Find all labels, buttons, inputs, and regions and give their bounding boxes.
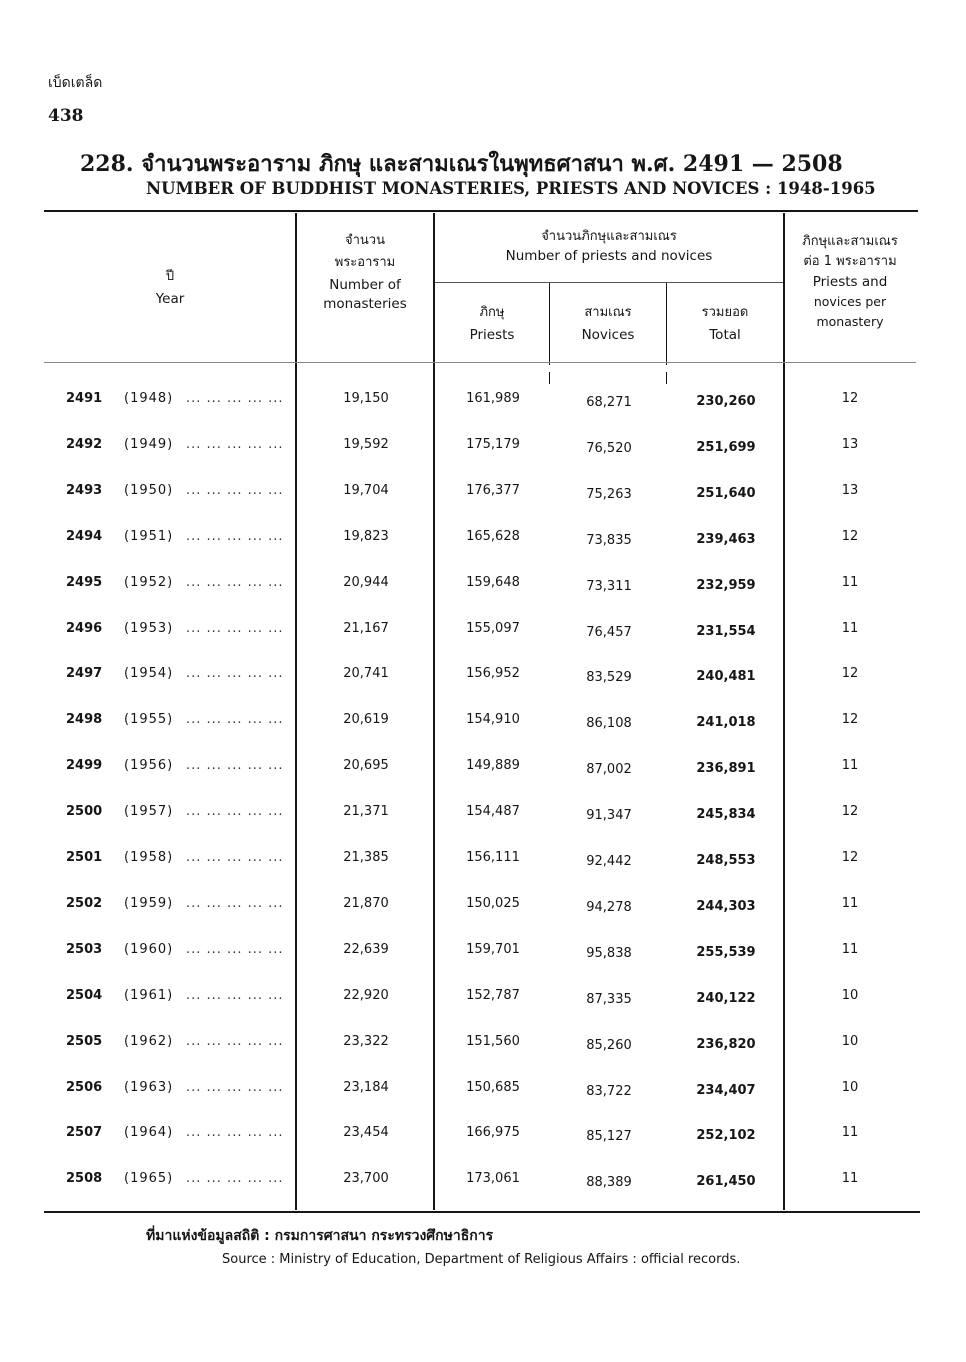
year-ad-cell: (1956) [124,758,174,774]
novices-cell: 85,127 [586,1129,632,1145]
per-monastery-cell: 11 [841,941,859,957]
priests-cell: 165,628 [466,528,520,544]
header-novices [551,302,665,346]
leader-dots: ... ... ... ... ... [186,987,284,1003]
header-total-english: Total [709,327,741,343]
table-row [0,621,966,667]
total-cell: 234,407 [696,1082,756,1098]
table-bottom-rule [44,1211,920,1213]
table-row [0,529,966,575]
novices-cell: 76,520 [586,440,632,456]
priests-cell: 173,061 [466,1171,520,1187]
total-cell: 241,018 [696,715,756,731]
novices-cell: 68,271 [586,395,632,410]
total-cell: 252,102 [696,1128,756,1144]
priests-cell: 159,701 [466,941,520,957]
year-ad-cell: (1961) [124,987,174,1003]
year-ad-cell: (1964) [124,1125,174,1141]
table-row [0,391,966,437]
total-cell: 248,553 [696,853,756,868]
novices-cell: 83,722 [586,1083,632,1099]
total-cell: 239,463 [696,531,756,547]
per-monastery-cell: 10 [841,1079,859,1095]
year-ad-cell: (1962) [124,1033,174,1049]
leader-dots: ... ... ... ... ... [186,666,284,682]
per-monastery-cell: 11 [841,895,859,911]
monasteries-cell: 21,371 [343,804,389,820]
leader-dots: ... ... ... ... ... [186,620,284,636]
header-priests-novices-group [436,226,782,267]
year-ad-cell: (1954) [124,666,174,682]
year-ad-cell: (1959) [124,895,174,911]
per-monastery-cell: 11 [841,620,859,636]
total-cell: 240,122 [696,990,756,1006]
year-be-cell: 2502 [66,895,103,911]
year-be-cell: 2500 [66,804,103,820]
year-ad-cell: (1965) [124,1171,174,1187]
header-priests [436,302,548,346]
year-be-cell: 2499 [66,758,103,774]
header-bottom-rule [44,362,916,363]
priests-cell: 155,097 [466,620,520,636]
novices-cell: 75,263 [586,486,632,502]
table-row [0,575,966,621]
year-ad-cell: (1950) [124,482,174,498]
novices-cell: 94,278 [586,899,632,915]
leader-dots: ... ... ... ... ... [186,574,284,590]
leader-dots: ... ... ... ... ... [186,391,284,406]
page-number: 438 [48,106,84,126]
novices-cell: 86,108 [586,716,632,732]
header-year-english: Year [155,291,185,307]
per-monastery-cell: 11 [841,758,859,774]
per-monastery-cell: 12 [841,850,859,865]
novices-cell: 87,002 [586,762,632,778]
total-cell: 255,539 [696,944,756,960]
monasteries-cell: 20,619 [343,712,389,728]
year-be-cell: 2491 [66,391,103,406]
table-row [0,1125,966,1171]
year-ad-cell: (1953) [124,620,174,636]
total-cell: 244,303 [696,898,756,914]
leader-dots: ... ... ... ... ... [186,1033,284,1049]
priests-cell: 166,975 [466,1125,520,1141]
per-monastery-cell: 12 [841,391,859,406]
monasteries-cell: 20,944 [343,574,389,590]
priests-cell: 159,648 [466,574,520,590]
column-divider-novices-tick [666,372,667,384]
table-row [0,1034,966,1080]
header-per-thai-2: ต่อ 1 พระอาราม [803,254,897,269]
total-cell: 232,959 [696,577,756,593]
per-monastery-cell: 13 [841,436,859,452]
year-be-cell: 2507 [66,1125,103,1141]
monasteries-cell: 21,385 [343,850,389,865]
year-ad-cell: (1963) [124,1079,174,1095]
leader-dots: ... ... ... ... ... [186,436,284,452]
table-row [0,483,966,529]
per-monastery-cell: 12 [841,528,859,544]
monasteries-cell: 23,700 [343,1171,389,1187]
priests-cell: 152,787 [466,987,520,1003]
monasteries-cell: 23,454 [343,1125,389,1141]
monasteries-cell: 19,592 [343,436,389,452]
novices-cell: 83,529 [586,670,632,686]
header-year-thai: ปี [165,269,175,284]
novices-cell: 92,442 [586,854,632,869]
leader-dots: ... ... ... ... ... [186,941,284,957]
monasteries-cell: 22,920 [343,987,389,1003]
leader-dots: ... ... ... ... ... [186,528,284,544]
priests-cell: 151,560 [466,1033,520,1049]
year-ad-cell: (1949) [124,436,174,452]
total-cell: 245,834 [696,807,756,823]
year-be-cell: 2494 [66,528,103,544]
total-cell: 251,640 [696,485,756,501]
novices-cell: 88,389 [586,1175,632,1191]
leader-dots: ... ... ... ... ... [186,482,284,498]
year-be-cell: 2508 [66,1171,103,1187]
table-row [0,942,966,988]
header-group-english: Number of priests and novices [505,248,713,264]
table-top-rule [44,210,918,212]
monasteries-cell: 19,823 [343,528,389,544]
header-group-thai: จำนวนภิกษุและสามเณร [541,229,677,244]
novices-cell: 73,311 [586,578,632,594]
year-ad-cell: (1957) [124,804,174,820]
novices-cell: 87,335 [586,991,632,1007]
leader-dots: ... ... ... ... ... [186,895,284,911]
total-cell: 231,554 [696,623,756,639]
year-be-cell: 2501 [66,850,103,865]
monasteries-cell: 21,167 [343,620,389,636]
total-cell: 240,481 [696,669,756,685]
year-be-cell: 2492 [66,436,103,452]
total-cell: 230,260 [696,394,756,409]
total-cell: 251,699 [696,439,756,455]
header-monasteries-english-2: monasteries [323,296,407,312]
priests-cell: 150,685 [466,1079,520,1095]
year-ad-cell: (1952) [124,574,174,590]
per-monastery-cell: 13 [841,482,859,498]
header-per-monastery [786,232,914,332]
leader-dots: ... ... ... ... ... [186,712,284,728]
priests-cell: 149,889 [466,758,520,774]
table-row [0,1080,966,1126]
priests-cell: 156,111 [466,850,520,865]
header-per-english-3: monastery [816,314,884,329]
group-header-rule [435,282,783,283]
column-divider-priests-tick [549,372,550,384]
year-ad-cell: (1955) [124,712,174,728]
header-novices-english: Novices [581,327,635,343]
per-monastery-cell: 12 [841,666,859,682]
header-total [668,302,782,346]
header-monasteries-thai-2: พระอาราม [334,255,396,270]
priests-cell: 154,910 [466,712,520,728]
priests-cell: 156,952 [466,666,520,682]
table-row [0,666,966,712]
leader-dots: ... ... ... ... ... [186,804,284,820]
monasteries-cell: 21,870 [343,895,389,911]
year-be-cell: 2504 [66,987,103,1003]
year-be-cell: 2495 [66,574,103,590]
year-be-cell: 2506 [66,1079,103,1095]
total-cell: 236,820 [696,1036,756,1052]
source-thai: ที่มาแห่งข้อมูลสถิติ : กรมการศาสนา กระทรวงศึกษาธิการ [146,1228,494,1244]
year-ad-cell: (1951) [124,528,174,544]
per-monastery-cell: 11 [841,1125,859,1141]
year-ad-cell: (1948) [124,391,174,406]
monasteries-cell: 22,639 [343,941,389,957]
year-ad-cell: (1960) [124,941,174,957]
per-monastery-cell: 11 [841,574,859,590]
monasteries-cell: 23,322 [343,1033,389,1049]
section-label: เบ็ดเตล็ด [48,75,103,91]
priests-cell: 176,377 [466,482,520,498]
leader-dots: ... ... ... ... ... [186,1171,284,1187]
priests-cell: 150,025 [466,895,520,911]
novices-cell: 85,260 [586,1037,632,1053]
table-row [0,758,966,804]
table-row [0,850,966,896]
table-title-english: NUMBER OF BUDDHIST MONASTERIES, PRIESTS AND NOVICES : 1948-1965 [146,179,876,198]
total-cell: 236,891 [696,761,756,777]
header-year [130,266,210,310]
monasteries-cell: 23,184 [343,1079,389,1095]
header-priests-thai: ภิกษุ [479,305,505,320]
monasteries-cell: 20,695 [343,758,389,774]
leader-dots: ... ... ... ... ... [186,1125,284,1141]
year-be-cell: 2496 [66,620,103,636]
table-row [0,896,966,942]
monasteries-cell: 19,150 [343,391,389,406]
year-be-cell: 2493 [66,482,103,498]
leader-dots: ... ... ... ... ... [186,850,284,865]
year-ad-cell: (1958) [124,850,174,865]
table-row [0,712,966,758]
header-monasteries-thai-1: จำนวน [345,233,385,248]
priests-cell: 154,487 [466,804,520,820]
table-row [0,804,966,850]
per-monastery-cell: 10 [841,1033,859,1049]
source-english: Source : Ministry of Education, Department of Religious Affairs : official records. [222,1252,741,1267]
priests-cell: 175,179 [466,436,520,452]
per-monastery-cell: 11 [841,1171,859,1187]
header-novices-thai: สามเณร [584,305,632,320]
header-total-thai: รวมยอด [701,305,749,320]
per-monastery-cell: 10 [841,987,859,1003]
per-monastery-cell: 12 [841,804,859,820]
year-be-cell: 2505 [66,1033,103,1049]
novices-cell: 91,347 [586,808,632,824]
novices-cell: 73,835 [586,532,632,548]
monasteries-cell: 20,741 [343,666,389,682]
year-be-cell: 2503 [66,941,103,957]
header-per-english-1: Priests and [812,274,888,290]
priests-cell: 161,989 [466,391,520,406]
leader-dots: ... ... ... ... ... [186,758,284,774]
novices-cell: 95,838 [586,945,632,961]
column-divider-novices-head [666,283,667,365]
monasteries-cell: 19,704 [343,482,389,498]
leader-dots: ... ... ... ... ... [186,1079,284,1095]
header-per-thai-1: ภิกษุและสามเณร [802,234,898,249]
header-monasteries-english-1: Number of [329,277,401,293]
header-priests-english: Priests [469,327,515,343]
table-row [0,988,966,1034]
header-monasteries [298,230,432,315]
header-per-english-2: novices per [813,294,887,309]
per-monastery-cell: 12 [841,712,859,728]
total-cell: 261,450 [696,1174,756,1190]
year-be-cell: 2497 [66,666,103,682]
table-row [0,437,966,483]
novices-cell: 76,457 [586,624,632,640]
year-be-cell: 2498 [66,712,103,728]
column-divider-priests-head [549,283,550,365]
table-title-thai: 228. จำนวนพระอาราม ภิกษุ และสามเณรในพุทธศาสนา พ.ศ. 2491 — 2508 [80,151,843,177]
